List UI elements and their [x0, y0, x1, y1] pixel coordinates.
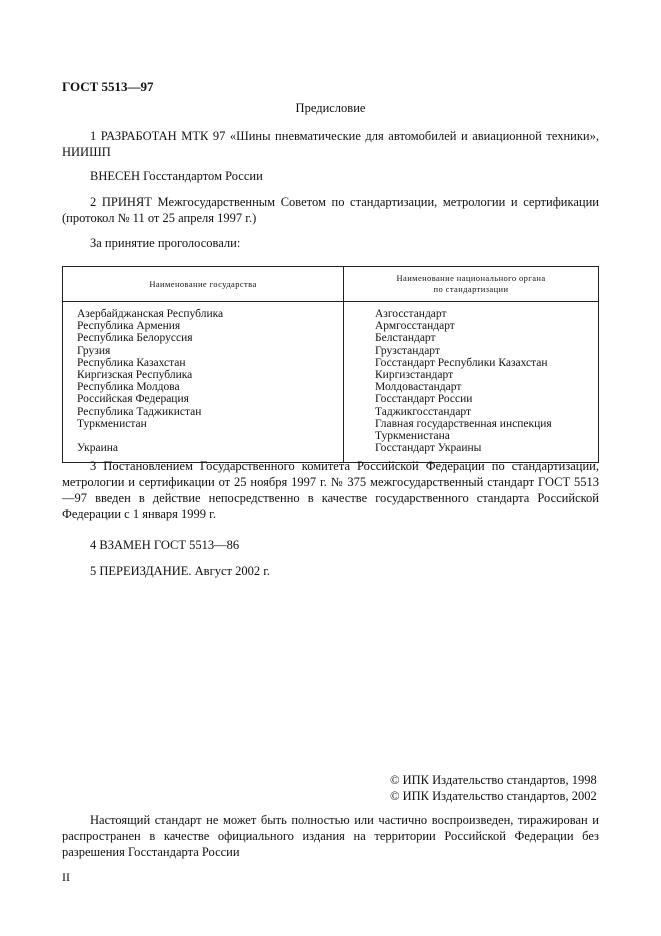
item-5-reissue: 5 ПЕРЕИЗДАНИЕ. Август 2002 г.: [90, 564, 271, 578]
standards-body-cell: Таджикгосстандарт: [344, 406, 599, 418]
standards-body-cell: Туркменистана: [344, 430, 599, 442]
standards-body-cell: Госстандарт Украины: [344, 442, 599, 463]
column-header-standards-body: [344, 267, 599, 302]
standards-body-cell: Главная государственная инспекция: [344, 418, 599, 430]
table-row: [63, 418, 599, 430]
item-1-developed-by: 1 РАЗРАБОТАН МТК 97 «Шины пневматические для автомобилей и авиационной техники», НИИШП: [62, 129, 599, 159]
standards-body-cell: Азгосстандарт: [344, 302, 599, 321]
table-row: [63, 357, 599, 369]
voting-states-table: [62, 266, 599, 463]
state-name-cell: [63, 430, 344, 442]
state-name-cell: Грузия: [63, 345, 344, 357]
standards-body-cell: Киргизстандарт: [344, 369, 599, 381]
state-name-cell: Украина: [63, 442, 344, 463]
standards-body-cell: Армгосстандарт: [344, 320, 599, 332]
column-header-state: Наименование государства: [63, 267, 344, 302]
state-name-cell: Республика Армения: [63, 320, 344, 332]
table-row: [63, 345, 599, 357]
table-row: [63, 406, 599, 418]
state-name-cell: Азербайджанская Республика: [63, 302, 344, 321]
document-code: ГОСТ 5513—97: [62, 79, 154, 94]
copyright-2002: © ИПК Издательство стандартов, 2002: [390, 789, 597, 803]
item-3-decree: 3 Постановлением Государственного комитета Российской Федерации по стандартизации, метрологии и сертификации от 25 ноября 1997 г. № 375 межгосударственный стандарт ГОСТ 5513—97 введен в действие непосредственно в качестве государственного стандарта Российской Федерации с 1 января 1999 г.: [62, 459, 599, 521]
table-row: [63, 302, 599, 321]
standards-body-cell: Грузстандарт: [344, 345, 599, 357]
state-name-cell: Республика Белоруссия: [63, 332, 344, 344]
page-number: II: [62, 870, 70, 884]
item-2-adopted-by: 2 ПРИНЯТ Межгосударственным Советом по стандартизации, метрологии и сертификации (протокол № 11 от 25 апреля 1997 г.): [62, 195, 599, 225]
column-header-standards-body-line1: Наименование национального органа: [396, 273, 546, 283]
item-4-replaces: 4 ВЗАМЕН ГОСТ 5513—86: [90, 538, 240, 552]
table-row: [63, 430, 599, 442]
copyright-1998: © ИПК Издательство стандартов, 1998: [390, 773, 597, 787]
standards-body-cell: Госстандарт России: [344, 393, 599, 405]
table-row: [63, 332, 599, 344]
table-header-row: [63, 267, 599, 302]
state-name-cell: Республика Казахстан: [63, 357, 344, 369]
standards-body-cell: Белстандарт: [344, 332, 599, 344]
section-title: Предисловие: [295, 101, 366, 115]
standards-body-cell: Молдовастандарт: [344, 381, 599, 393]
item-2-voted-label: За принятие проголосовали:: [90, 236, 241, 250]
table-row: [63, 369, 599, 381]
state-name-cell: Республика Таджикистан: [63, 406, 344, 418]
state-name-cell: Российская Федерация: [63, 393, 344, 405]
table-body: [63, 302, 599, 463]
state-name-cell: Республика Молдова: [63, 381, 344, 393]
standards-body-cell: Госстандарт Республики Казахстан: [344, 357, 599, 369]
state-name-cell: Туркменистан: [63, 418, 344, 430]
item-1-introduced-by: ВНЕСЕН Госстандартом России: [90, 169, 263, 183]
table-row: [63, 381, 599, 393]
reproduction-notice: Настоящий стандарт не может быть полностью или частично воспроизведен, тиражирован и распространен в качестве официального издания на территории Российской Федерации без разрешения Госстандарта России: [62, 813, 599, 859]
column-header-standards-body-line2: по стандартизации: [433, 284, 509, 294]
state-name-cell: Киргизская Республика: [63, 369, 344, 381]
table-row: [63, 320, 599, 332]
table-row: [63, 393, 599, 405]
